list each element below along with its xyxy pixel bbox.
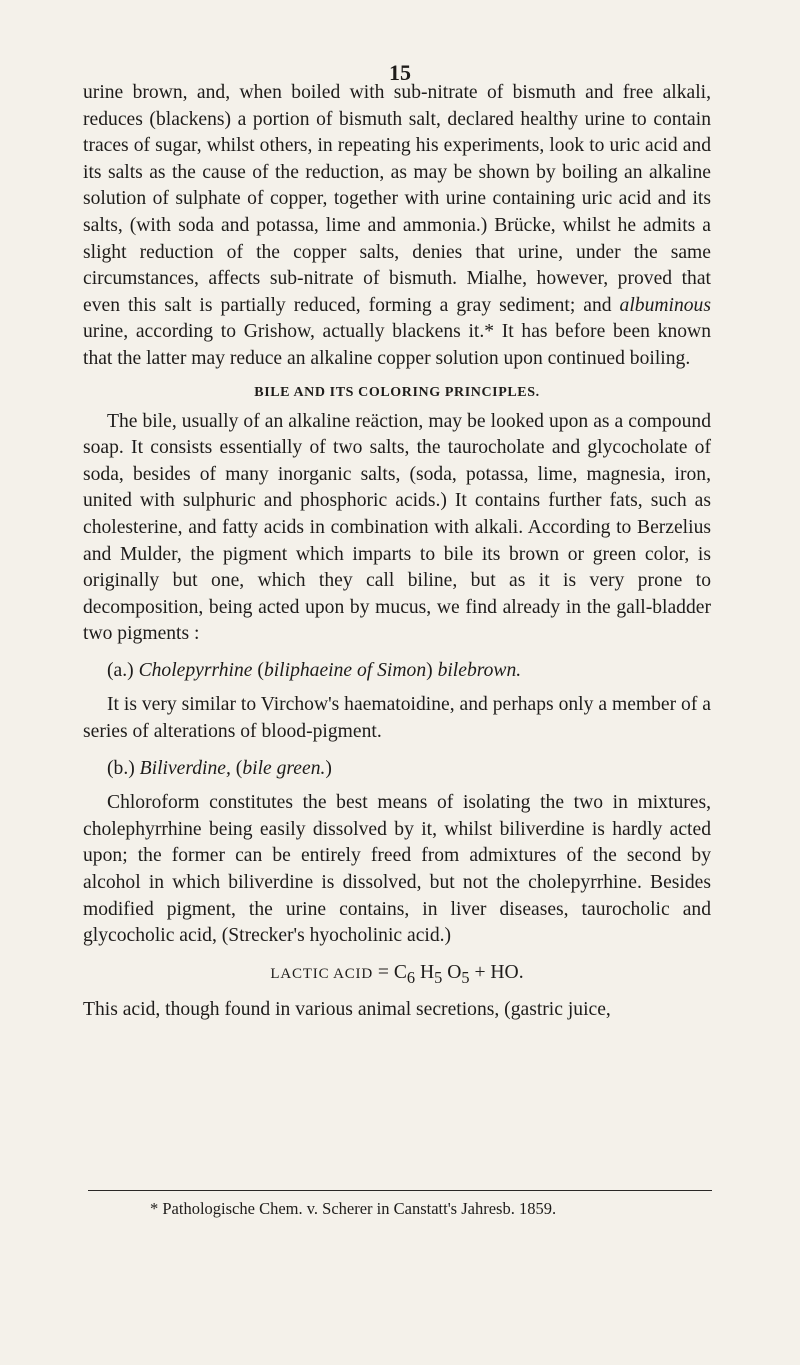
formula-tail: + HO. [469, 961, 524, 983]
paragraph-text-end: urine, according to Grishow, actually blackens it.* It has before been known that the latter may reduce an alkaline copper solution upon continued boiling. [83, 321, 711, 369]
formula-o: O [442, 961, 462, 983]
subheading-label: (b.) [107, 757, 135, 779]
section-heading-bile: BILE AND ITS COLORING PRINCIPLES. [254, 384, 540, 400]
subheading-tail: bilebrown. [437, 659, 522, 681]
subheading-alt-name: bile green. [242, 757, 326, 779]
subheading-paren-close: ) [426, 659, 433, 681]
page-number: 15 [389, 60, 411, 85]
footnote-rule [88, 1190, 712, 1191]
subheading-paren-open: ( [257, 659, 264, 681]
formula-lactic-acid [83, 960, 711, 992]
paragraph-bile: The bile, usually of an alkaline reäction, may be looked upon as a compound soap. It consists essentially of two salts, the taurocholate and glycocholate of soda, besides of many inorganic salts, (soda, potassa, lime, magnesia, iron, united with sulphuric and phosphoric acids.) It contains further fats, such as cholesterine, and fatty acids in combination with alkali. According to Berzelius and Mulder, the pigment which imparts to bile its brown or green color, is originally but one, which they call biline, but as it is very prone to decomposition, being acted upon by mucus, we find already in the gall-bladder two pigments : [83, 410, 711, 645]
subheading-biliverdine [83, 756, 711, 783]
body-text [83, 80, 711, 1024]
paragraph-chloroform: Chloroform constitutes the best means of isolating the two in mixtures, cholephyrrhine being easily dissolved by it, whilst biliverdine is hardly acted upon; the former can be entirely freed from admixtures of the second by alcohol in which biliverdine is dissolved, but not the cholepyrrhine. Besides modified pigment, the urine contains, in liver diseases, taurocholic and glycocholic acid, (Strecker's hyocholinic acid.) [83, 792, 711, 947]
formula-label: LACTIC ACID [270, 965, 373, 982]
formula-sub-c: 6 [406, 967, 416, 987]
formula-eq: = C [377, 961, 407, 983]
formula-sub-o: 5 [461, 967, 470, 987]
formula-sub-h: 5 [434, 967, 443, 987]
subheading-paren-close: ) [325, 757, 332, 779]
subheading-name: Cholepyrrhine [138, 659, 253, 681]
paragraph-lactic: This acid, though found in various animal secretions, (gastric juice, [83, 999, 611, 1021]
formula-h: H [415, 961, 435, 983]
subheading-name: Biliverdine, [139, 757, 231, 779]
paragraph-urine-reduction [83, 80, 711, 373]
paragraph-haematoidine: It is very similar to Virchow's haematoidine, and perhaps only a member of a series of alterations of blood-pigment. [83, 694, 711, 743]
subheading-paren-open: ( [235, 757, 243, 779]
emphasis-albuminous: albuminous [619, 294, 711, 316]
subheading-cholepyrrhine [83, 658, 711, 685]
footnote: * Pathologische Chem. v. Scherer in Canstatt's Jahresb. 1859. [150, 1199, 557, 1218]
paragraph-text: urine brown, and, when boiled with sub-nitrate of bismuth and free alkali, reduces (blackens) a portion of bismuth salt, declared healthy urine to contain traces of sugar, whilst others, in repeating his experiments, look to uric acid and its salts as the cause of the reduction, as may be shown by boiling an alkaline solution of sulphate of copper, together with urine containing uric acid and its salts, (with soda and potassa, lime and ammonia.) Brücke, whilst he admits a slight reduction of the copper salts, denies that urine, under the same circumstances, affects sub-nitrate of bismuth. Mialhe, however, proved that even this salt is partially reduced, forming a gray sediment; and [83, 82, 711, 316]
subheading-label: (a.) [107, 659, 134, 681]
subheading-alt-name: biliphaeine of Simon [263, 659, 427, 681]
